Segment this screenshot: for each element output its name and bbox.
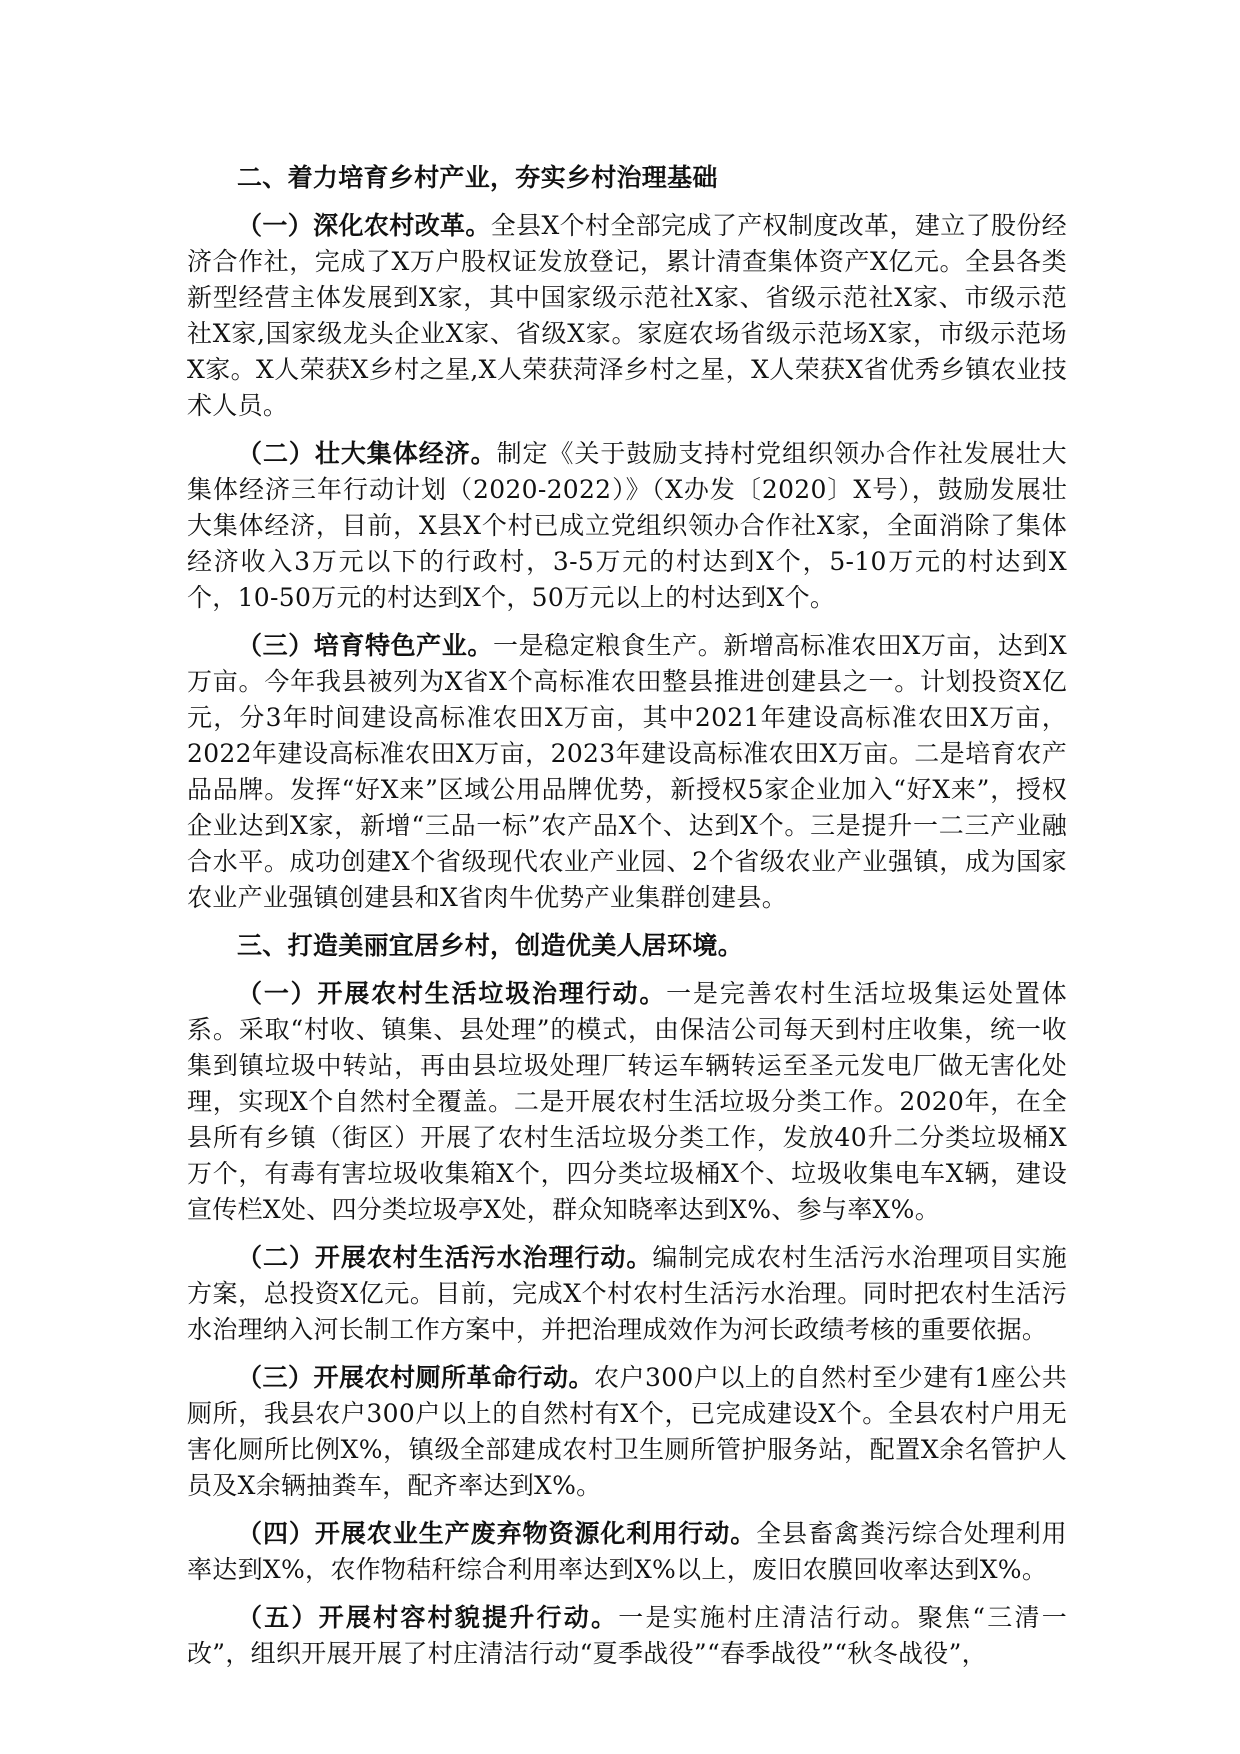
paragraph [187, 436, 1067, 616]
paragraph-text: 编制完成农村生活污水治理项目实施方案，总投资X亿元。目前，完成X个村农村生活污水治理。同时把农村生活污水治理纳入河长制工作方案中，并把治理成效作为河长政绩考核的重要依据。 [187, 1243, 1067, 1344]
paragraph-lead: （五）开展村容村貌提升行动。 [237, 1603, 619, 1632]
paragraph [187, 1516, 1067, 1588]
paragraph-text: 一是稳定粮食生产。新增高标准农田X万亩，达到X万亩。今年我县被列为X省X个高标准农田整县推进创建县之一。计划投资X亿元，分3年时间建设高标准农田X万亩，其中2021年建设高标准农田X万亩，2022年建设高标准农田X万亩，2023年建设高标准农田X万亩。二是培育农产品品牌。发挥“好X来”区域公用品牌优势，新授权5家企业加入“好X来”，授权企业达到X家，新增“三品一标”农产品X个、达到X个。三是提升一二三产业融合水平。成功创建X个省级现代农业产业园、2个省级农业产业强镇，成为国家农业产业强镇创建县和X省肉牛优势产业集群创建县。 [187, 631, 1067, 912]
paragraph [187, 976, 1067, 1228]
paragraph-text: 一是实施村庄清洁行动。聚焦“三清一改”，组织开展开展了村庄清洁行动“夏季战役”“春季战役”“秋冬战役”， [187, 1603, 1067, 1668]
paragraph [187, 628, 1067, 916]
paragraph-text: 农户300户以上的自然村至少建有1座公共厕所，我县农户300户以上的自然村有X个，已完成建设X个。全县农村户用无害化厕所比例X%，镇级全部建成农村卫生厕所管护服务站，配置X余名管护人员及X余辆抽粪车，配齐率达到X%。 [187, 1363, 1068, 1500]
paragraph [187, 1360, 1067, 1504]
paragraph-lead: （一）深化农村改革。 [237, 211, 491, 240]
paragraph-lead: （四）开展农业生产废弃物资源化利用行动。 [237, 1519, 757, 1548]
paragraph-text: 全县X个村全部完成了产权制度改革，建立了股份经济合作社，完成了X万户股权证发放登记，累计清查集体资产X亿元。全县各类新型经营主体发展到X家，其中国家级示范社X家、省级示范社X家、市级示范社X家,国家级龙头企业X家、省级X家。家庭农场省级示范场X家，市级示范场X家。X人荣获X乡村之星,X人荣获菏泽乡村之星，X人荣获X省优秀乡镇农业技术人员。 [187, 211, 1067, 420]
paragraph-lead: （三）开展农村厕所革命行动。 [237, 1363, 594, 1392]
paragraph-text: 制定《关于鼓励支持村党组织领办合作社发展壮大集体经济三年行动计划（2020-2022）》（X办发〔2020〕X号），鼓励发展壮大集体经济，目前，X县X个村已成立党组织领办合作社X家，全面消除了集体经济收入3万元以下的行政村，3-5万元的村达到X个，5-10万元的村达到X个，10-50万元的村达到X个，50万元以上的村达到X个。 [187, 439, 1067, 612]
paragraph-lead: （二）壮大集体经济。 [237, 439, 497, 468]
section-heading: 二、着力培育乡村产业，夯实乡村治理基础 [237, 163, 718, 192]
paragraph-lead: （二）开展农村生活污水治理行动。 [237, 1243, 653, 1272]
paragraph-lead: （一）开展农村生活垃圾治理行动。 [237, 979, 667, 1008]
paragraph [187, 1240, 1067, 1348]
paragraph-text: 全县畜禽粪污综合处理利用率达到X%，农作物秸秆综合利用率达到X%以上，废旧农膜回收率达到X%。 [187, 1519, 1067, 1584]
document-body [187, 160, 1067, 1684]
paragraph-lead: （三）培育特色产业。 [237, 631, 493, 660]
paragraph-text: 一是完善农村生活垃圾集运处置体系。采取“村收、镇集、县处理”的模式，由保洁公司每天到村庄收集，统一收集到镇垃圾中转站，再由县垃圾处理厂转运车辆转运至圣元发电厂做无害化处理，实现X个自然村全覆盖。二是开展农村生活垃圾分类工作。2020年，在全县所有乡镇（街区）开展了农村生活垃圾分类工作，发放40升二分类垃圾桶X万个，有毒有害垃圾收集箱X个，四分类垃圾桶X个、垃圾收集电车X辆，建设宣传栏X处、四分类垃圾亭X处，群众知晓率达到X%、参与率X%。 [187, 979, 1067, 1224]
paragraph [187, 208, 1067, 424]
paragraph [187, 1600, 1067, 1672]
section-heading: 三、打造美丽宜居乡村，创造优美人居环境。 [237, 931, 744, 960]
